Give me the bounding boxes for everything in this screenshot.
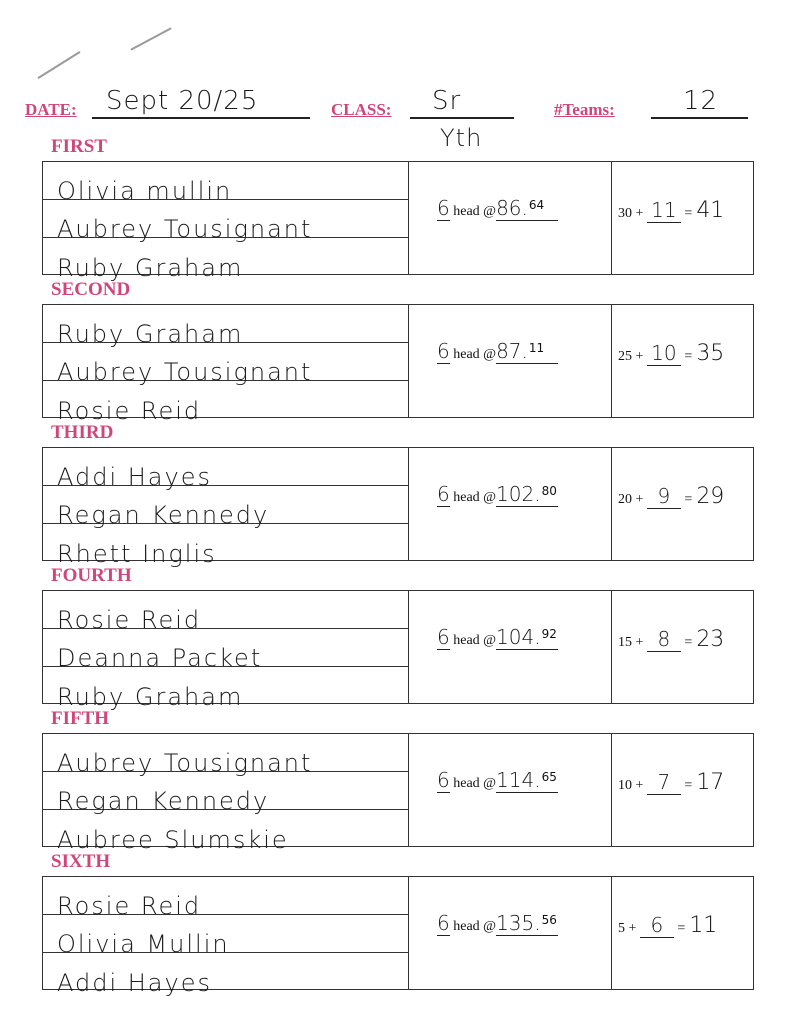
- rider-name: Olivia mullin: [57, 177, 233, 205]
- score-line: [618, 913, 717, 938]
- total-points: 29: [696, 484, 725, 509]
- run-entry-box: [42, 590, 754, 711]
- head-count: 6: [437, 339, 450, 363]
- total-points: 17: [696, 770, 725, 795]
- date-line: [92, 117, 310, 119]
- time-blank: [496, 625, 558, 650]
- names-column: [43, 162, 409, 282]
- base-points: 15 +: [618, 635, 644, 650]
- class-line: [410, 117, 514, 119]
- names-column: [43, 305, 409, 425]
- rider-name: Addi Hayes: [57, 969, 212, 997]
- head-time-line: [437, 196, 558, 221]
- score-column: [612, 877, 753, 989]
- section-title: FIRST: [51, 136, 107, 157]
- base-points: 20 +: [618, 492, 644, 507]
- names-column: [43, 877, 409, 997]
- date-label: DATE:: [25, 100, 77, 119]
- head-count: 6: [437, 196, 450, 220]
- rider-name: Aubrey Tousignant: [57, 749, 313, 777]
- base-points: 30 +: [618, 206, 644, 221]
- class-label: CLASS:: [331, 100, 392, 119]
- score-column: [612, 591, 753, 703]
- name-row: [43, 343, 408, 386]
- time-blank: [496, 768, 558, 793]
- score-line: [618, 341, 724, 366]
- teams-label: #Teams:: [554, 100, 615, 119]
- score-line: [618, 198, 724, 223]
- time-fraction: 65: [541, 770, 557, 785]
- time-fraction: 64: [528, 198, 545, 213]
- total-points: 23: [696, 627, 725, 652]
- score-line: [618, 484, 724, 509]
- score-column: [612, 734, 753, 846]
- head-text: head @: [453, 919, 497, 934]
- head-text: head @: [453, 204, 497, 219]
- head-text: head @: [453, 633, 497, 648]
- time-main: 102.: [496, 482, 541, 506]
- time-blank: [496, 482, 558, 507]
- score-line: [618, 627, 724, 652]
- rider-name: Rosie Reid: [57, 606, 202, 634]
- bonus-points: 11: [651, 198, 677, 222]
- rider-name: Aubrey Tousignant: [57, 215, 313, 243]
- base-points: 25 +: [618, 349, 644, 364]
- name-row: [43, 877, 408, 920]
- time-fraction: 11: [528, 341, 545, 356]
- time-blank: [496, 196, 558, 221]
- rider-name: Deanna Packet: [57, 644, 263, 672]
- bonus-points: 7: [657, 770, 671, 794]
- section-title: FOURTH: [51, 565, 132, 586]
- name-row: [43, 953, 408, 997]
- name-row: [43, 448, 408, 491]
- equals-sign: =: [684, 492, 693, 507]
- rider-name: Regan Kennedy: [57, 501, 270, 529]
- class-sub-value: Yth: [440, 124, 483, 152]
- name-row: [43, 810, 408, 854]
- head-time-column: [409, 734, 612, 846]
- time-fraction: 92: [541, 627, 557, 642]
- name-row: [43, 381, 408, 425]
- name-row: [43, 915, 408, 958]
- score-column: [612, 448, 753, 560]
- head-count-blank: [437, 911, 450, 936]
- rider-name: Aubrey Tousignant: [57, 358, 313, 386]
- rider-name: Rosie Reid: [57, 397, 202, 425]
- rider-name: Rhett Inglis: [57, 540, 217, 568]
- run-entry-box: [42, 304, 754, 425]
- bonus-blank: [647, 770, 681, 795]
- head-count-blank: [437, 625, 450, 650]
- name-row: [43, 591, 408, 634]
- section-title: FIFTH: [51, 708, 110, 729]
- time-blank: [496, 339, 558, 364]
- time-fraction: 80: [541, 484, 557, 499]
- name-row: [43, 162, 408, 205]
- class-value: Sr: [432, 86, 462, 116]
- name-row: [43, 200, 408, 243]
- total-points: 11: [689, 913, 718, 938]
- head-count: 6: [437, 482, 450, 506]
- names-column: [43, 591, 409, 711]
- score-column: [612, 162, 753, 274]
- head-count-blank: [437, 768, 450, 793]
- bonus-blank: [647, 627, 681, 652]
- rider-name: Ruby Graham: [57, 254, 244, 282]
- head-time-line: [437, 625, 558, 650]
- rider-name: Addi Hayes: [57, 463, 212, 491]
- pen-mark: [130, 27, 172, 50]
- name-row: [43, 772, 408, 815]
- equals-sign: =: [684, 635, 693, 650]
- head-time-line: [437, 482, 558, 507]
- rider-name: Ruby Graham: [57, 683, 244, 711]
- head-text: head @: [453, 776, 497, 791]
- head-time-line: [437, 911, 558, 936]
- head-time-column: [409, 448, 612, 560]
- head-count-blank: [437, 482, 450, 507]
- head-time-column: [409, 877, 612, 989]
- head-count-blank: [437, 196, 450, 221]
- score-line: [618, 770, 724, 795]
- date-value: Sept 20/25: [106, 86, 259, 116]
- rider-name: Rosie Reid: [57, 892, 202, 920]
- head-time-column: [409, 305, 612, 417]
- bonus-points: 8: [657, 627, 671, 651]
- name-row: [43, 734, 408, 777]
- time-main: 114.: [496, 768, 541, 792]
- time-main: 104.: [496, 625, 541, 649]
- bonus-points: 6: [650, 913, 664, 937]
- time-main: 86.: [496, 196, 528, 220]
- bonus-points: 9: [657, 484, 671, 508]
- pen-mark: [37, 51, 80, 79]
- total-points: 35: [696, 341, 725, 366]
- teams-line: [651, 117, 748, 119]
- run-entry-box: [42, 876, 754, 997]
- rider-name: Regan Kennedy: [57, 787, 270, 815]
- bonus-blank: [647, 198, 681, 223]
- bonus-blank: [647, 341, 681, 366]
- score-column: [612, 305, 753, 417]
- head-time-column: [409, 591, 612, 703]
- bonus-blank: [647, 484, 681, 509]
- name-row: [43, 524, 408, 568]
- teams-value: 12: [683, 86, 719, 116]
- bonus-blank: [640, 913, 674, 938]
- name-row: [43, 667, 408, 711]
- rider-name: Aubree Slumskie: [57, 826, 289, 854]
- names-column: [43, 734, 409, 854]
- head-count: 6: [437, 625, 450, 649]
- run-entry-box: [42, 733, 754, 854]
- head-time-column: [409, 162, 612, 274]
- head-count: 6: [437, 911, 450, 935]
- run-entry-box: [42, 447, 754, 568]
- equals-sign: =: [684, 349, 693, 364]
- section-title: SECOND: [51, 279, 131, 300]
- name-row: [43, 305, 408, 348]
- bonus-points: 10: [651, 341, 677, 365]
- name-row: [43, 629, 408, 672]
- head-count-blank: [437, 339, 450, 364]
- section-title: SIXTH: [51, 851, 111, 872]
- head-time-line: [437, 768, 558, 793]
- time-blank: [496, 911, 558, 936]
- rider-name: Olivia Mullin: [57, 930, 230, 958]
- head-text: head @: [453, 347, 497, 362]
- equals-sign: =: [684, 206, 693, 221]
- total-points: 41: [696, 198, 725, 223]
- head-text: head @: [453, 490, 497, 505]
- head-time-line: [437, 339, 558, 364]
- head-count: 6: [437, 768, 450, 792]
- equals-sign: =: [677, 921, 686, 936]
- section-title: THIRD: [51, 422, 114, 443]
- time-main: 135.: [496, 911, 541, 935]
- equals-sign: =: [684, 778, 693, 793]
- rider-name: Ruby Graham: [57, 320, 244, 348]
- name-row: [43, 238, 408, 282]
- names-column: [43, 448, 409, 568]
- base-points: 10 +: [618, 778, 644, 793]
- time-main: 87.: [496, 339, 528, 363]
- name-row: [43, 486, 408, 529]
- base-points: 5 +: [618, 921, 637, 936]
- time-fraction: 56: [541, 913, 557, 928]
- run-entry-box: [42, 161, 754, 282]
